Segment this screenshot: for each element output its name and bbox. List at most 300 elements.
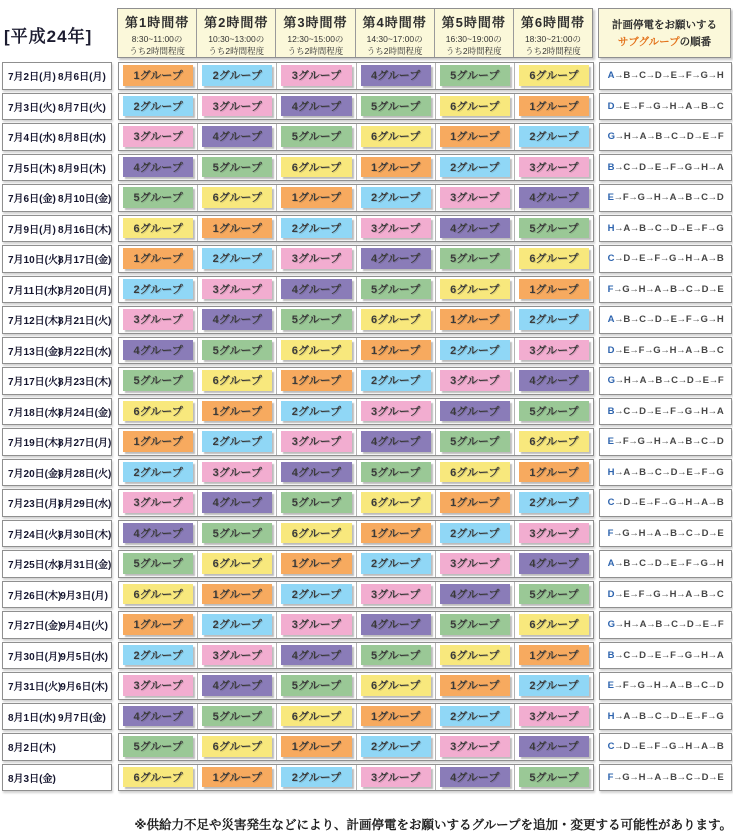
group-cell-slot [276, 460, 355, 486]
group-cell-slot [435, 94, 514, 120]
group-5-cell: 5グループ [123, 553, 193, 574]
group-cell-slot [514, 94, 593, 120]
group-5-cell: 5グループ [281, 675, 351, 696]
group-4-cell: 4グループ [281, 645, 351, 666]
order-first-letter: C [607, 741, 615, 753]
group-cell-slot [514, 734, 593, 760]
group-2-cell: 2グループ [440, 706, 510, 727]
group-2-cell: 2グループ [123, 96, 193, 117]
group-cell-slot [119, 704, 197, 730]
date-first: 7月13日(金) [8, 346, 62, 358]
date-cell [2, 489, 112, 517]
group-3-cell: 3グループ [519, 157, 589, 178]
group-3-cell: 3グループ [519, 706, 589, 727]
order-remaining-letters: →D→E→F→G→H→A→B [614, 741, 724, 753]
group-cell-slot [514, 551, 593, 577]
group-cells [118, 672, 594, 700]
group-cells [118, 306, 594, 334]
table-row [0, 62, 733, 90]
order-first-letter: G [607, 375, 615, 387]
group-cell-slot [197, 490, 276, 516]
group-4-cell: 4グループ [281, 279, 351, 300]
subgroup-order-cell [599, 184, 732, 212]
order-remaining-letters: →E→F→G→H→A→B→C [614, 344, 724, 356]
subgroup-order-cell [599, 459, 732, 487]
group-cells [118, 764, 594, 792]
order-remaining-letters: →F→G→H→A→B→C→D [613, 680, 724, 692]
order-first-letter: G [607, 131, 615, 143]
group-cells [118, 428, 594, 456]
order-remaining-letters: →F→G→H→A→B→C→D [613, 192, 724, 204]
group-cells [118, 581, 594, 609]
date-second: 8月24日(金) [58, 407, 112, 419]
group-4-cell: 4グループ [519, 736, 589, 757]
group-cells [118, 550, 594, 578]
group-2-cell: 2グループ [519, 492, 589, 513]
group-2-cell: 2グループ [123, 279, 193, 300]
group-1-cell: 1グループ [202, 401, 272, 422]
group-1-cell: 1グループ [519, 645, 589, 666]
group-cell-slot [197, 704, 276, 730]
group-cells [118, 703, 594, 731]
group-2-cell: 2グループ [361, 187, 431, 208]
group-cell-slot [514, 673, 593, 699]
subgroup-order-cell [599, 703, 732, 731]
date-cell [2, 611, 112, 639]
group-cells [118, 642, 594, 670]
group-cell-slot [356, 399, 435, 425]
subgroup-order-cell [599, 642, 732, 670]
group-2-cell: 2グループ [519, 675, 589, 696]
group-cells [118, 611, 594, 639]
date-first: 7月5日(木) [8, 163, 56, 175]
group-1-cell: 1グループ [281, 370, 351, 391]
order-first-letter: H [607, 222, 615, 234]
group-3-cell: 3グループ [123, 492, 193, 513]
group-2-cell: 2グループ [361, 736, 431, 757]
date-second: 9月3日(月) [60, 590, 108, 602]
order-remaining-letters: →G→H→A→B→C→D→E [613, 283, 724, 295]
group-cell-slot [276, 124, 355, 150]
order-remaining-letters: →C→D→E→F→G→H→A [614, 649, 724, 661]
group-4-cell: 4グループ [361, 431, 431, 452]
group-cell-slot [514, 124, 593, 150]
group-cell-slot [276, 490, 355, 516]
group-cell-slot [276, 63, 355, 89]
date-second: 8月30日(木) [58, 529, 112, 541]
group-cells [118, 184, 594, 212]
group-cell-slot [514, 490, 593, 516]
group-2-cell: 2グループ [281, 584, 351, 605]
time-slot-header-1 [118, 9, 196, 57]
group-6-cell: 6グループ [440, 462, 510, 483]
group-cell-slot [119, 460, 197, 486]
order-first-letter: D [607, 100, 615, 112]
date-first: 7月12日(木) [8, 316, 62, 328]
time-slot-name: 第4時間帯 [362, 14, 427, 30]
group-1-cell: 1グループ [440, 126, 510, 147]
group-5-cell: 5グループ [202, 523, 272, 544]
group-6-cell: 6グループ [123, 218, 193, 239]
group-cell-slot [514, 704, 593, 730]
date-cell [2, 642, 112, 670]
group-cell-slot [514, 63, 593, 89]
group-3-cell: 3グループ [123, 126, 193, 147]
group-cell-slot [197, 643, 276, 669]
group-1-cell: 1グループ [123, 65, 193, 86]
group-cell-slot [356, 734, 435, 760]
group-cells [118, 459, 594, 487]
table-row [0, 398, 733, 426]
group-3-cell: 3グループ [440, 187, 510, 208]
group-cell-slot [276, 765, 355, 791]
date-first: 7月18日(水) [8, 407, 62, 419]
group-6-cell: 6グループ [361, 492, 431, 513]
group-3-cell: 3グループ [519, 523, 589, 544]
group-cell-slot [276, 368, 355, 394]
group-cells [118, 62, 594, 90]
time-slot-duration: うち2時間程度 [287, 45, 344, 56]
subgroup-order-cell [599, 123, 732, 151]
group-cell-slot [276, 612, 355, 638]
group-6-cell: 6グループ [281, 706, 351, 727]
date-second: 8月9日(木) [58, 163, 106, 175]
group-1-cell: 1グループ [519, 279, 589, 300]
group-5-cell: 5グループ [440, 431, 510, 452]
group-cell-slot [435, 399, 514, 425]
group-5-cell: 5グループ [361, 462, 431, 483]
group-1-cell: 1グループ [123, 614, 193, 635]
group-cell-slot [119, 277, 197, 303]
group-cell-slot [356, 368, 435, 394]
table-row [0, 550, 733, 578]
group-cell-slot [435, 460, 514, 486]
group-5-cell: 5グループ [123, 187, 193, 208]
group-cell-slot [197, 673, 276, 699]
group-6-cell: 6グループ [123, 767, 193, 788]
group-6-cell: 6グループ [361, 309, 431, 330]
date-first: 7月26日(木) [8, 590, 62, 602]
group-cell-slot [197, 277, 276, 303]
order-column-header [598, 8, 731, 58]
order-remaining-letters: →H→A→B→C→D→E→F [614, 375, 724, 387]
time-slot-range: 12:30~15:00の [287, 33, 344, 44]
group-3-cell: 3グループ [281, 614, 351, 635]
group-cell-slot [435, 582, 514, 608]
group-cell-slot [197, 460, 276, 486]
order-remaining-letters: →E→F→G→H→A→B→C [614, 588, 724, 600]
table-row [0, 733, 733, 761]
group-6-cell: 6グループ [202, 553, 272, 574]
group-3-cell: 3グループ [281, 248, 351, 269]
group-cell-slot [514, 216, 593, 242]
group-cell-slot [276, 338, 355, 364]
order-first-letter: E [607, 436, 614, 448]
order-header-line1: 計画停電をお願いする [612, 19, 717, 31]
group-cells [118, 520, 594, 548]
order-remaining-letters: →A→B→C→D→E→F→G [614, 222, 724, 234]
group-cell-slot [356, 490, 435, 516]
order-first-letter: G [607, 619, 615, 631]
date-second: 8月22日(水) [58, 346, 112, 358]
date-second: 8月27日(月) [58, 438, 112, 450]
order-remaining-letters: →D→E→F→G→H→A→B [614, 253, 724, 265]
date-first: 7月31日(火) [8, 682, 62, 694]
group-cell-slot [356, 582, 435, 608]
table-row [0, 672, 733, 700]
group-cells [118, 337, 594, 365]
time-slot-duration: うち2時間程度 [129, 45, 185, 56]
time-slot-name: 第5時間帯 [441, 14, 506, 30]
group-5-cell: 5グループ [281, 492, 351, 513]
group-cell-slot [514, 460, 593, 486]
group-1-cell: 1グループ [440, 675, 510, 696]
group-3-cell: 3グループ [440, 553, 510, 574]
subgroup-order-cell [599, 276, 732, 304]
schedule-rows [0, 62, 733, 791]
group-1-cell: 1グループ [361, 523, 431, 544]
group-6-cell: 6グループ [361, 675, 431, 696]
group-cell-slot [197, 399, 276, 425]
group-cell-slot [356, 673, 435, 699]
group-1-cell: 1グループ [361, 706, 431, 727]
group-cell-slot [276, 521, 355, 547]
group-4-cell: 4グループ [440, 401, 510, 422]
group-cell-slot [435, 246, 514, 272]
order-remaining-letters: →G→H→A→B→C→D→E [613, 527, 724, 539]
subgroup-order-cell [599, 398, 732, 426]
group-3-cell: 3グループ [123, 309, 193, 330]
group-5-cell: 5グループ [361, 645, 431, 666]
order-header-subgroup-highlight: サブグループ [617, 36, 680, 48]
order-remaining-letters: →H→A→B→C→D→E→F [614, 619, 724, 631]
group-4-cell: 4グループ [123, 157, 193, 178]
order-header-line2 [618, 34, 711, 49]
order-first-letter: F [607, 771, 614, 783]
group-3-cell: 3グループ [519, 340, 589, 361]
table-row [0, 154, 733, 182]
subgroup-order-cell [599, 489, 732, 517]
date-second: 9月7日(金) [58, 712, 106, 724]
group-cell-slot [119, 582, 197, 608]
group-cell-slot [435, 612, 514, 638]
group-cell-slot [435, 124, 514, 150]
date-cell [2, 398, 112, 426]
table-row [0, 306, 733, 334]
group-cell-slot [435, 368, 514, 394]
time-slot-duration: うち2時間程度 [366, 45, 423, 56]
group-cell-slot [197, 582, 276, 608]
date-cell [2, 93, 112, 121]
date-first: 7月25日(水) [8, 560, 62, 572]
group-1-cell: 1グループ [202, 767, 272, 788]
group-cell-slot [197, 124, 276, 150]
group-2-cell: 2グループ [361, 370, 431, 391]
group-cell-slot [356, 643, 435, 669]
group-3-cell: 3グループ [281, 65, 351, 86]
group-cell-slot [356, 612, 435, 638]
group-cell-slot [514, 521, 593, 547]
order-remaining-letters: →H→A→B→C→D→E→F [614, 131, 724, 143]
group-cells [118, 398, 594, 426]
group-cell-slot [119, 643, 197, 669]
group-3-cell: 3グループ [440, 736, 510, 757]
group-cell-slot [514, 399, 593, 425]
group-4-cell: 4グループ [519, 187, 589, 208]
group-6-cell: 6グループ [202, 187, 272, 208]
group-cell-slot [197, 338, 276, 364]
order-remaining-letters: →C→D→E→F→G→H→A [614, 161, 724, 173]
group-5-cell: 5グループ [361, 96, 431, 117]
date-cell [2, 337, 112, 365]
group-5-cell: 5グループ [519, 218, 589, 239]
group-cell-slot [276, 94, 355, 120]
group-cells [118, 93, 594, 121]
group-cell-slot [514, 582, 593, 608]
group-4-cell: 4グループ [281, 96, 351, 117]
group-4-cell: 4グループ [123, 340, 193, 361]
group-cell-slot [119, 124, 197, 150]
time-slot-name: 第2時間帯 [204, 14, 269, 30]
group-cell-slot [356, 429, 435, 455]
order-remaining-letters: →C→D→E→F→G→H→A [614, 405, 724, 417]
group-cell-slot [514, 246, 593, 272]
group-cell-slot [435, 704, 514, 730]
subgroup-order-cell [599, 306, 732, 334]
order-first-letter: D [607, 344, 615, 356]
group-cell-slot [276, 307, 355, 333]
table-row [0, 93, 733, 121]
time-slot-name: 第6時間帯 [520, 14, 586, 30]
date-cell [2, 550, 112, 578]
group-3-cell: 3グループ [361, 218, 431, 239]
table-row [0, 276, 733, 304]
group-5-cell: 5グループ [440, 65, 510, 86]
order-first-letter: A [607, 558, 615, 570]
group-4-cell: 4グループ [361, 248, 431, 269]
subgroup-order-cell [599, 62, 732, 90]
group-1-cell: 1グループ [202, 584, 272, 605]
group-6-cell: 6グループ [519, 65, 589, 86]
table-row [0, 245, 733, 273]
group-3-cell: 3グループ [202, 645, 272, 666]
table-row [0, 703, 733, 731]
group-2-cell: 2グループ [281, 401, 351, 422]
date-cell [2, 703, 112, 731]
group-1-cell: 1グループ [281, 553, 351, 574]
group-cell-slot [356, 307, 435, 333]
group-cell-slot [197, 216, 276, 242]
group-5-cell: 5グループ [519, 401, 589, 422]
group-cells [118, 215, 594, 243]
group-cell-slot [514, 277, 593, 303]
group-cell-slot [356, 551, 435, 577]
group-cell-slot [119, 338, 197, 364]
table-row [0, 215, 733, 243]
group-2-cell: 2グループ [440, 340, 510, 361]
time-slot-duration: うち2時間程度 [445, 45, 502, 56]
order-first-letter: C [607, 253, 615, 265]
group-cell-slot [197, 734, 276, 760]
group-cell-slot [119, 94, 197, 120]
order-remaining-letters: →F→G→H→A→B→C→D [613, 436, 724, 448]
table-row [0, 581, 733, 609]
table-row [0, 428, 733, 456]
date-cell [2, 215, 112, 243]
order-remaining-letters: →G→H→A→B→C→D→E [613, 771, 724, 783]
group-cell-slot [119, 185, 197, 211]
group-cells [118, 367, 594, 395]
date-first: 7月6日(金) [8, 194, 56, 206]
table-row [0, 520, 733, 548]
subgroup-order-cell [599, 428, 732, 456]
group-6-cell: 6グループ [202, 370, 272, 391]
group-4-cell: 4グループ [202, 309, 272, 330]
date-second: 8月6日(月) [58, 72, 106, 84]
group-cell-slot [435, 307, 514, 333]
order-first-letter: B [607, 405, 615, 417]
table-row [0, 184, 733, 212]
date-first: 7月27日(金) [8, 621, 62, 633]
group-1-cell: 1グループ [123, 431, 193, 452]
group-3-cell: 3グループ [202, 462, 272, 483]
group-cell-slot [514, 429, 593, 455]
group-cell-slot [197, 429, 276, 455]
group-4-cell: 4グループ [361, 614, 431, 635]
date-first: 7月17日(火) [8, 377, 62, 389]
group-cell-slot [119, 734, 197, 760]
group-cell-slot [119, 612, 197, 638]
date-cell [2, 123, 112, 151]
time-slot-duration: うち2時間程度 [525, 45, 581, 56]
group-cell-slot [197, 63, 276, 89]
date-first: 7月20日(金) [8, 468, 62, 480]
time-slot-header-4 [355, 9, 434, 57]
group-cell-slot [356, 216, 435, 242]
group-cell-slot [514, 765, 593, 791]
subgroup-order-cell [599, 581, 732, 609]
group-1-cell: 1グループ [361, 340, 431, 361]
group-5-cell: 5グループ [281, 126, 351, 147]
group-cell-slot [197, 612, 276, 638]
group-6-cell: 6グループ [123, 401, 193, 422]
table-row [0, 642, 733, 670]
time-slot-range: 16:30~19:00の [445, 33, 502, 44]
group-4-cell: 4グループ [361, 65, 431, 86]
subgroup-order-cell [599, 520, 732, 548]
date-first: 7月2日(月) [8, 72, 56, 84]
date-second: 8月28日(火) [58, 468, 112, 480]
group-cells [118, 123, 594, 151]
date-cell [2, 428, 112, 456]
subgroup-order-cell [599, 337, 732, 365]
group-cell-slot [356, 124, 435, 150]
order-remaining-letters: →D→E→F→G→H→A→B [614, 497, 724, 509]
group-cell-slot [435, 429, 514, 455]
group-cell-slot [435, 63, 514, 89]
group-3-cell: 3グループ [361, 584, 431, 605]
group-cell-slot [197, 185, 276, 211]
group-cell-slot [119, 673, 197, 699]
order-first-letter: B [607, 649, 615, 661]
group-cell-slot [435, 216, 514, 242]
group-cell-slot [119, 551, 197, 577]
group-3-cell: 3グループ [202, 96, 272, 117]
group-cell-slot [435, 734, 514, 760]
date-cell [2, 581, 112, 609]
group-4-cell: 4グループ [440, 584, 510, 605]
group-cells [118, 489, 594, 517]
